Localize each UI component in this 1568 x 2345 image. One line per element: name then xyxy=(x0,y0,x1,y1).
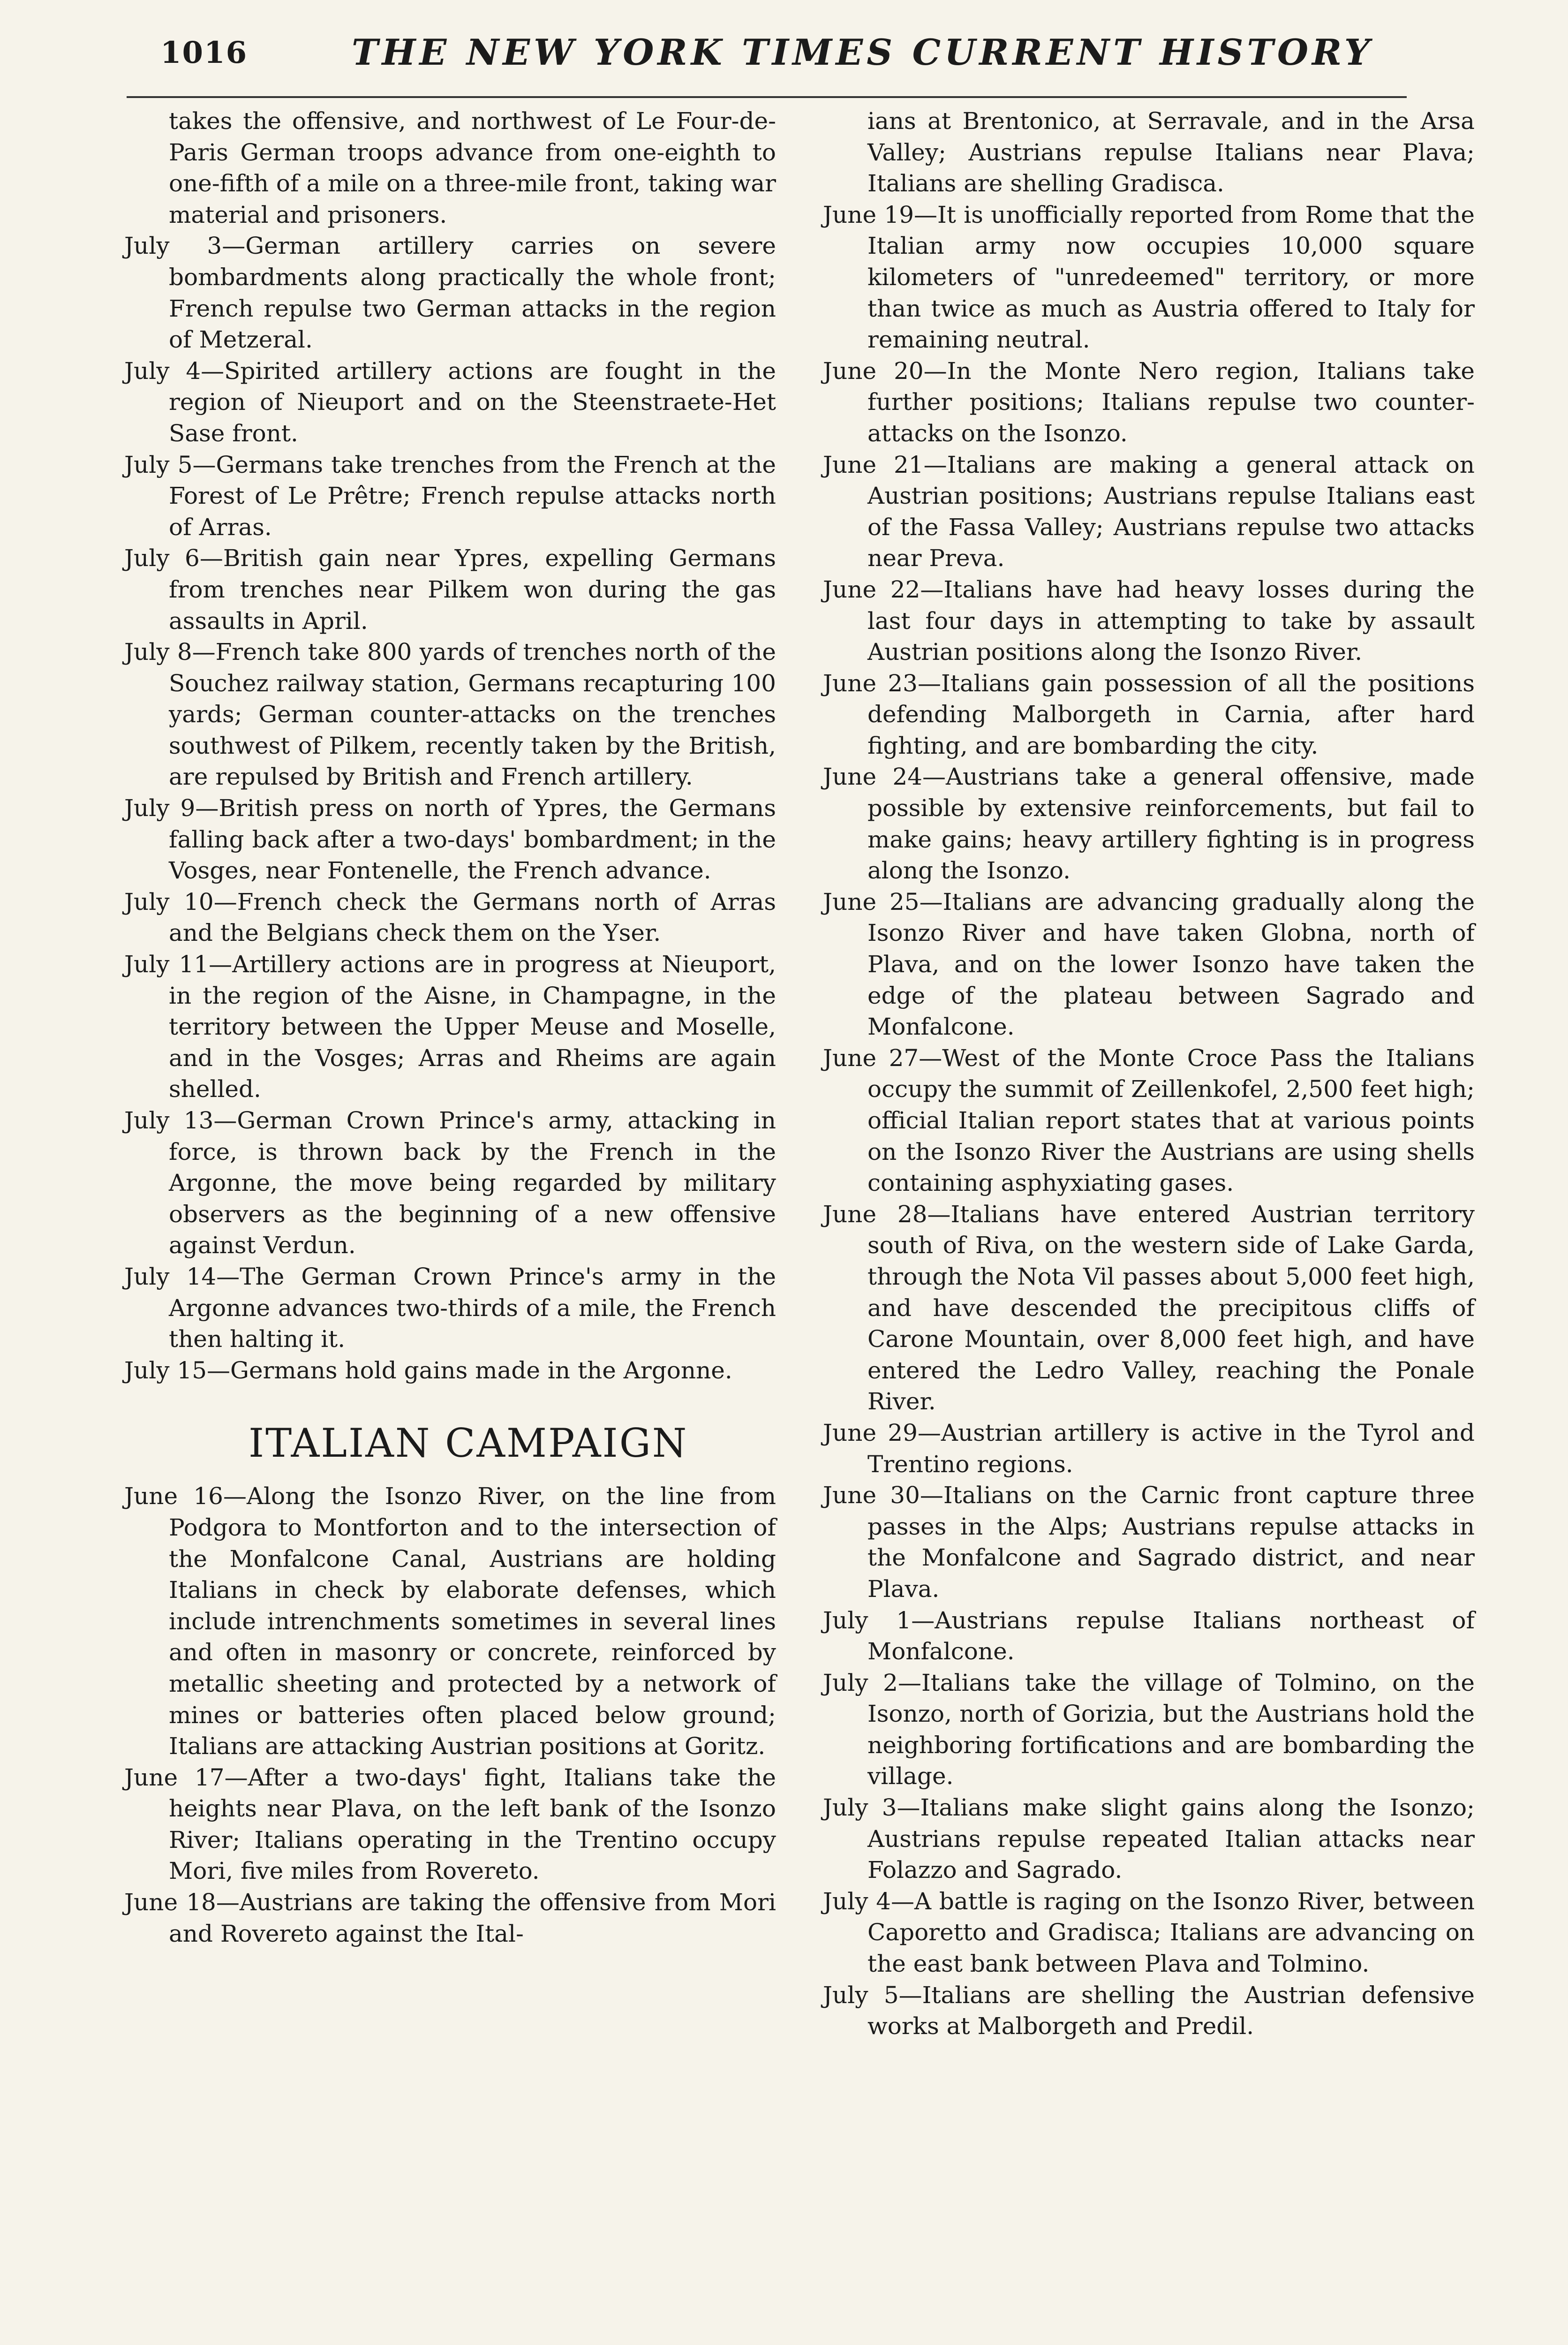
list-item: July 14—The German Crown Prince's army in the Argonne advances two-thirds of a mile, the French then halting it. xyxy=(124,1263,776,1353)
left-column xyxy=(124,106,776,1949)
list-item: June 30—Italians on the Carnic front capture three passes in the Alps; Austrians repulse attacks in the Monfalcone and Sagrado district, and near Plava. xyxy=(823,1482,1475,1603)
list-item: June 29—Austrian artillery is active in the Tyrol and Trentino regions. xyxy=(823,1419,1475,1478)
list-item: June 25—Italians are advancing gradually along the Isonzo River and have taken Globna, north of Plava, and on the lower Isonzo have taken the edge of the plateau between Sagrado and Monfalcone. xyxy=(823,888,1475,1041)
list-item: ians at Brentonico, at Serravale, and in the Arsa Valley; Austrians repulse Italians near Plava; Italians are shelling Gradisca. xyxy=(867,107,1475,197)
list-item: July 2—Italians take the village of Tolmino, on the Isonzo, north of Gorizia, but the Austrians hold the neighboring fortifications and are bombarding the village. xyxy=(823,1669,1475,1790)
list-item: June 22—Italians have had heavy losses during the last four days in attempting to take by assault Austrian positions along the Isonzo River. xyxy=(823,575,1475,666)
list-item: July 3—Italians make slight gains along the Isonzo; Austrians repulse repeated Italian attacks near Folazzo and Sagrado. xyxy=(823,1794,1475,1884)
list-item: July 6—British gain near Ypres, expelling Germans from trenches near Pilkem won during the gas assaults in April. xyxy=(124,545,776,635)
page-number: 1016 xyxy=(160,35,248,70)
list-item: takes the offensive, and northwest of Le Four-de-Paris German troops advance from one-eighth to one-fifth of a mile on a three-mile front, taking war material and prisoners. xyxy=(169,107,776,228)
list-item: July 4—A battle is raging on the Isonzo River, between Caporetto and Gradisca; Italians are advancing on the east bank between Plava and Tolmino. xyxy=(823,1887,1475,1978)
list-item: July 13—German Crown Prince's army, attacking in force, is thrown back by the French in the Argonne, the move being regarded by military observers as the beginning of a new offensive against Verdun. xyxy=(124,1107,776,1259)
list-item: June 21—Italians are making a general attack on Austrian positions; Austrians repulse Italians east of the Fassa Valley; Austrians repulse two attacks near Preva. xyxy=(823,451,1475,572)
list-item: June 28—Italians have entered Austrian territory south of Riva, on the western side of Lake Garda, through the Nota Vil passes about 5,000 feet high, and have descended the precipitous cliffs of Carone Mountain, over 8,000 feet high, and have entered the Ledro Valley, reaching the Ponale River. xyxy=(823,1200,1475,1415)
list-item: July 5—Italians are shelling the Austrian defensive works at Malborgeth and Predil. xyxy=(823,1981,1475,2040)
list-item: June 17—After a two-days' fight, Italians take the heights near Plava, on the left bank of the Isonzo River; Italians operating in the Trentino occupy Mori, five miles from Rovereto. xyxy=(124,1763,776,1885)
list-item: June 16—Along the Isonzo River, on the line from Podgora to Montforton and to the intersection of the Monfalcone Canal, Austrians are holding Italians in check by elaborate defenses, which include intrenchments sometimes in several lines and often in masonry or concrete, reinforced by metallic sheeting and protected by a network of mines or batteries often placed below ground; Italians are attacking Austrian positions at Goritz. xyxy=(124,1483,776,1760)
list-item: July 4—Spirited artillery actions are fought in the region of Nieuport and on the Steenstraete-Het Sase front. xyxy=(124,357,776,447)
list-item: June 23—Italians gain possession of all the positions defending Malborgeth in Carnia, after hard fighting, and are bombarding the city. xyxy=(823,669,1475,759)
page-header xyxy=(122,26,1472,82)
list-item: July 11—Artillery actions are in progress at Nieuport, in the region of the Aisne, in Champagne, in the territory between the Upper Meuse and Moselle, and in the Vosges; Arras and Rheims are again shelled. xyxy=(124,951,776,1103)
list-item: July 1—Austrians repulse Italians northeast of Monfalcone. xyxy=(823,1606,1475,1665)
list-item: June 27—West of the Monte Croce Pass the Italians occupy the summit of Zeillenkofel, 2,500 feet high; official Italian report states that at various points on the Isonzo River the Austrians are using shells containing asphyxiating gases. xyxy=(823,1044,1475,1197)
list-item: July 3—German artillery carries on severe bombardments along practically the whole front; French repulse two German attacks in the region of Metzeral. xyxy=(124,232,776,354)
header-rule xyxy=(127,96,1407,98)
list-item: June 20—In the Monte Nero region, Italians take further positions; Italians repulse two counter-attacks on the Isonzo. xyxy=(823,357,1475,447)
list-item: July 10—French check the Germans north of Arras and the Belgians check them on the Yser. xyxy=(124,888,776,947)
list-item: July 9—British press on north of Ypres, the Germans falling back after a two-days' bombardment; in the Vosges, near Fontenelle, the French advance. xyxy=(124,794,776,885)
section-heading: ITALIAN CAMPAIGN xyxy=(249,1420,688,1467)
list-item: June 19—It is unofficially reported from Rome that the Italian army now occupies 10,000 square kilometers of "unredeemed" territory, or more than twice as much as Austria offered to Italy for remaining neutral. xyxy=(823,201,1475,354)
right-column xyxy=(823,106,1475,2042)
list-item: July 15—Germans hold gains made in the Argonne. xyxy=(124,1356,732,1384)
list-item: June 18—Austrians are taking the offensive from Mori and Rovereto against the Ital- xyxy=(124,1889,776,1947)
list-item: June 24—Austrians take a general offensive, made possible by extensive reinforcements, but fail to make gains; heavy artillery fighting is in progress along the Isonzo. xyxy=(823,763,1475,885)
running-title: THE NEW YORK TIMES CURRENT HISTORY xyxy=(352,31,1374,73)
list-item: July 8—French take 800 yards of trenches north of the Souchez railway station, Germans recapturing 100 yards; German counter-attacks on the trenches southwest of Pilkem, recently taken by the British, are repulsed by British and French artillery. xyxy=(124,638,776,791)
list-item: July 5—Germans take trenches from the French at the Forest of Le Prêtre; French repulse attacks north of Arras. xyxy=(124,451,776,541)
